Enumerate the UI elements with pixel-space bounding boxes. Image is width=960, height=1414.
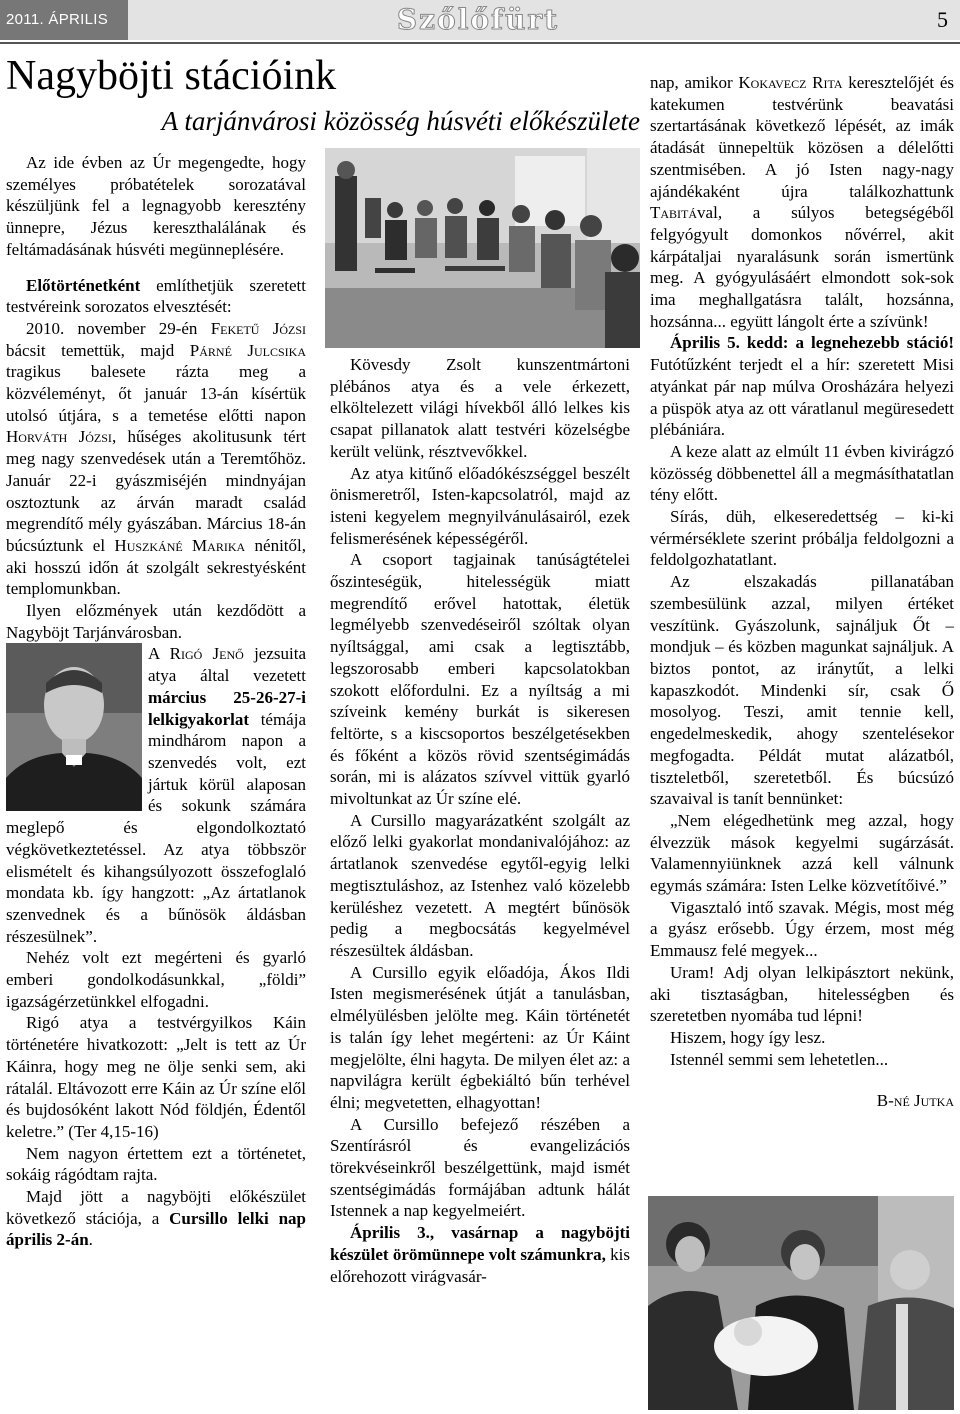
paragraph: 2010. november 29-én Feketű Józsi bácsit temettük, majd Párné Julcsika tragikus balesete rázta meg a közvéleményt, őt január 13-án kísértük utolsó útjára, s a temetése előtti napon Horváth Józsi, hűséges akolitusunk tért meg nagy szenvedések után a Teremtőhöz. Január 22-i gyászmiséjén mindnyájan osztoztunk az árván maradt család megrendítő mély gyászában. Március 18-án búcsúztunk el Huszkáné Marika nénitől, aki hosszú időn át szolgált sekrestyésként templomunkban. — [6, 318, 306, 599]
person-name: Feketű Józsi — [210, 318, 306, 338]
page-header — [0, 0, 960, 44]
paragraph: „Nem elégedhetünk meg azzal, hogy élvezzük mások kegyelmi sugárzását. Valamennyiünknek azzá kell válnunk egymás számára: Isten Lelke közvetítőivé.” — [650, 810, 954, 896]
page-number: 5 — [937, 7, 948, 32]
paragraph: Az ide évben az Úr megengedte, hogy személyes próbatételek sorozatával készüljünk fel a legnagyobb keresztény ünnepre, Jézus kereszthalálának és feltámadásának húsvéti megünneplésére. — [6, 153, 306, 259]
person-name: Párné Julcsika — [189, 340, 306, 360]
article-subtitle: A tarjánvárosi közösség húsvéti előkészülete — [161, 106, 640, 136]
paragraph: A keze alatt az elmúlt 11 évben kivirágzó közösség döbbenettel áll a megmásíthatatlan tény előtt. — [650, 441, 954, 505]
paragraph: Nehéz volt ezt megérteni és gyarló emberi gondolkodásunkkal, „földi” igazságérzetünkkel elfogadni. — [6, 948, 306, 1011]
paragraph: Hiszem, hogy így lesz. — [670, 1027, 826, 1047]
baptism-photo — [648, 1196, 954, 1410]
paragraph: Ilyen előzmények után kezdődött a Nagyböjt Tarjánvárosban. — [6, 601, 306, 642]
person-name: Horváth Józsi — [6, 427, 112, 447]
paragraph: Április 3., vasárnap a nagyböjti készület örömünnepe volt számunkra, kis előrehozott virágvasár- — [330, 1223, 630, 1286]
article-column-1 — [6, 152, 306, 1251]
paragraph: A Rigó Jenő jezsuita atya által vezetett március 25-26-27-i lelkigyakorlat témája mindhárom napon a szenvedés volt, ezt jártuk körül alaposan és sokunk számára meglepő és elgondolkoztató végkövetkeztetéssel. Az atya többször elismételt és kihangsúlyozott összefoglaló mondata kb. így hangzott: „Az ártatlanok szenvednek és a bűnösök áldásban részesülnek”. — [6, 644, 307, 946]
paragraph: Nem nagyon értettem ezt a történetet, sokáig rágódtam rajta. — [6, 1143, 306, 1185]
paragraph: A Cursillo magyarázatként szolgált az előző lelki gyakorlat mondanivalójához: az ártatlanok szenvedése egytől-egyig lelki megtisztuláshoz, az Istenhez való közelebb kerüléshez vezetett. A megtért bűnösök pedig a megbocsátás kegyelmével részesültek áldásban. — [330, 810, 630, 960]
article-column-3 — [650, 72, 954, 1112]
paragraph: Uram! Adj olyan lelkipásztort nekünk, aki tisztaságban, hitelességben és szeretetben nyomába tud lépni! — [650, 962, 954, 1026]
paragraph: nap, amikor Kokavecz Rita keresztelőjét és katekumen testvérünk beavatási szertartásának következő lépését, az imák átadását ünnepeltük közösen a délelőtti szentmisében. A jó Isten nagy-nagy ajándékaként újra találkozhattunk Tabitával, a súlyos betegségéből felgyógyult domonkos nővérrel, akit kárpátaljai nyaralásunk során ismertünk meg. A gyógyulásáért elmondott sok-sok ima meghallgatásra talált, hozsánna, hozsánna... együtt lángolt érte a szívünk! — [650, 73, 954, 331]
person-name: Kokavecz Rita — [738, 73, 843, 92]
person-name: Tabitá — [650, 203, 698, 223]
paragraph: A Cursillo befejező részében a Szentírásról és evangelizációs törekvéseinkről beszélgettünk, majd ismét szentségimádás formájában adtunk hálát Istennek a nap kegyelmeiért. — [330, 1114, 630, 1221]
paragraph: Sírás, düh, elkeseredettség – ki-ki vérmérséklete szerint próbálja feldolgozni a feldolgozhatatlant. — [650, 507, 954, 570]
issue-date: 2011. ÁPRILIS — [0, 0, 128, 40]
paragraph: Az atya kitűnő előadókészséggel beszélt önismeretről, Isten-kapcsolatról, majd az isteni kegyelem megnyilvánulásairól, ezek felismerésének képességéről. — [330, 463, 630, 548]
paragraph: A Cursillo egyik előadója, Ákos Ildi Isten megismerésének útját a tanulásban, elmélyülésben jelölte meg. Káin történetét is talán így lehet megérteni: az Úr Káint megjelölte, élni hagyta. De milyen élet az: a napvilágra került égbekiáltó bűn terhével élni; megvetetten, elhagyottan! — [330, 962, 630, 1112]
person-name: Huszkáné Marika — [114, 535, 246, 555]
paragraph: Vigasztaló intő szavak. Mégis, most még a gyász erősebb. Úgy érzem, most még Emmausz felé megyek... — [650, 897, 954, 961]
paragraph: Előtörténetként említhetjük szeretett testvéreink sorozatos elvesztését: — [6, 275, 306, 317]
priest-portrait-photo — [6, 643, 142, 811]
author-signature: B-né Jutka — [876, 1091, 954, 1111]
person-name: Rigó Jenő — [169, 644, 244, 664]
article-title: Nagyböjti stációink — [6, 53, 337, 99]
paragraph: Április 5. kedd: a legnehezebb stáció! Futótűzként terjedt el a hír: szeretett Misi atyánkat pár nap múlva Orosházára helyezi a püspök atya az ott váratlanul megüresedett plébániára. — [650, 333, 954, 440]
group-gathering-photo — [325, 148, 640, 348]
header-rule — [0, 42, 960, 44]
paragraph: Istennél semmi sem lehetetlen... — [670, 1049, 889, 1069]
paragraph: Az elszakadás pillanatában szembesülünk azzal, milyen értéket veszítünk. Gyászolunk, sajnáljuk Őt – mondjuk – és közben magunkat sajnáljuk. A biztos pontot, az iránytűt, a lelki kapaszkodót. Mindenki sír, csak Ő mosolyog. Teszi, amit tennie kell, engedelmeskedik, ahogy szentelésekor megfogadta. Példát mutat alázatból, tiszteletből, szeretetből. És búcsúzó szavaival is tanít bennünket: — [650, 572, 954, 809]
article-column-2 — [330, 354, 630, 1287]
paragraph: Rigó atya a testvérgyilkos Káin történetére hivatkozott: „Jelt is tett az Úr Káinra, hogy meg ne ölje senki sem, aki rátalál. Eltávozott erre Káin az Úr színe elől és bujdosóként lakott Nód földjén, Édentől keletre.” (Ter 4,15-16) — [6, 1013, 306, 1141]
paragraph: Majd jött a nagyböjti előkészület következő stációja, a Cursillo lelki nap április 2-án. — [6, 1187, 307, 1250]
newspaper-logo: Szőlőfürt — [396, 3, 560, 36]
paragraph: A csoport tagjainak tanúságtételei őszinteségük, hitelességük miatt megrendítő erővel hatottak, életük legmélyebb szenvedéseiről szóltak olyan nyíltsággal, ami csak a legtisztább, legszorosabb emberi kapcsolatokban szokott előfordulni. Ez a nyíltság a mi szíveink kemény burkát is sikeresen feltörte, s a kiscsoportos beszélgetésekben és főként a közös rövid szentségimádás során, mi is alázatos szívvel vittük gyarló mivoltunkat az Úr színe elé. — [330, 550, 630, 809]
paragraph: Kövesdy Zsolt kunszentmártoni plébános atya és a vele érkezett, elköltelezett világi hívekből álló lelkes kis csapat pillanatok alatt testvéri közelségbe került velünk, résztvevőkkel. — [330, 355, 630, 461]
